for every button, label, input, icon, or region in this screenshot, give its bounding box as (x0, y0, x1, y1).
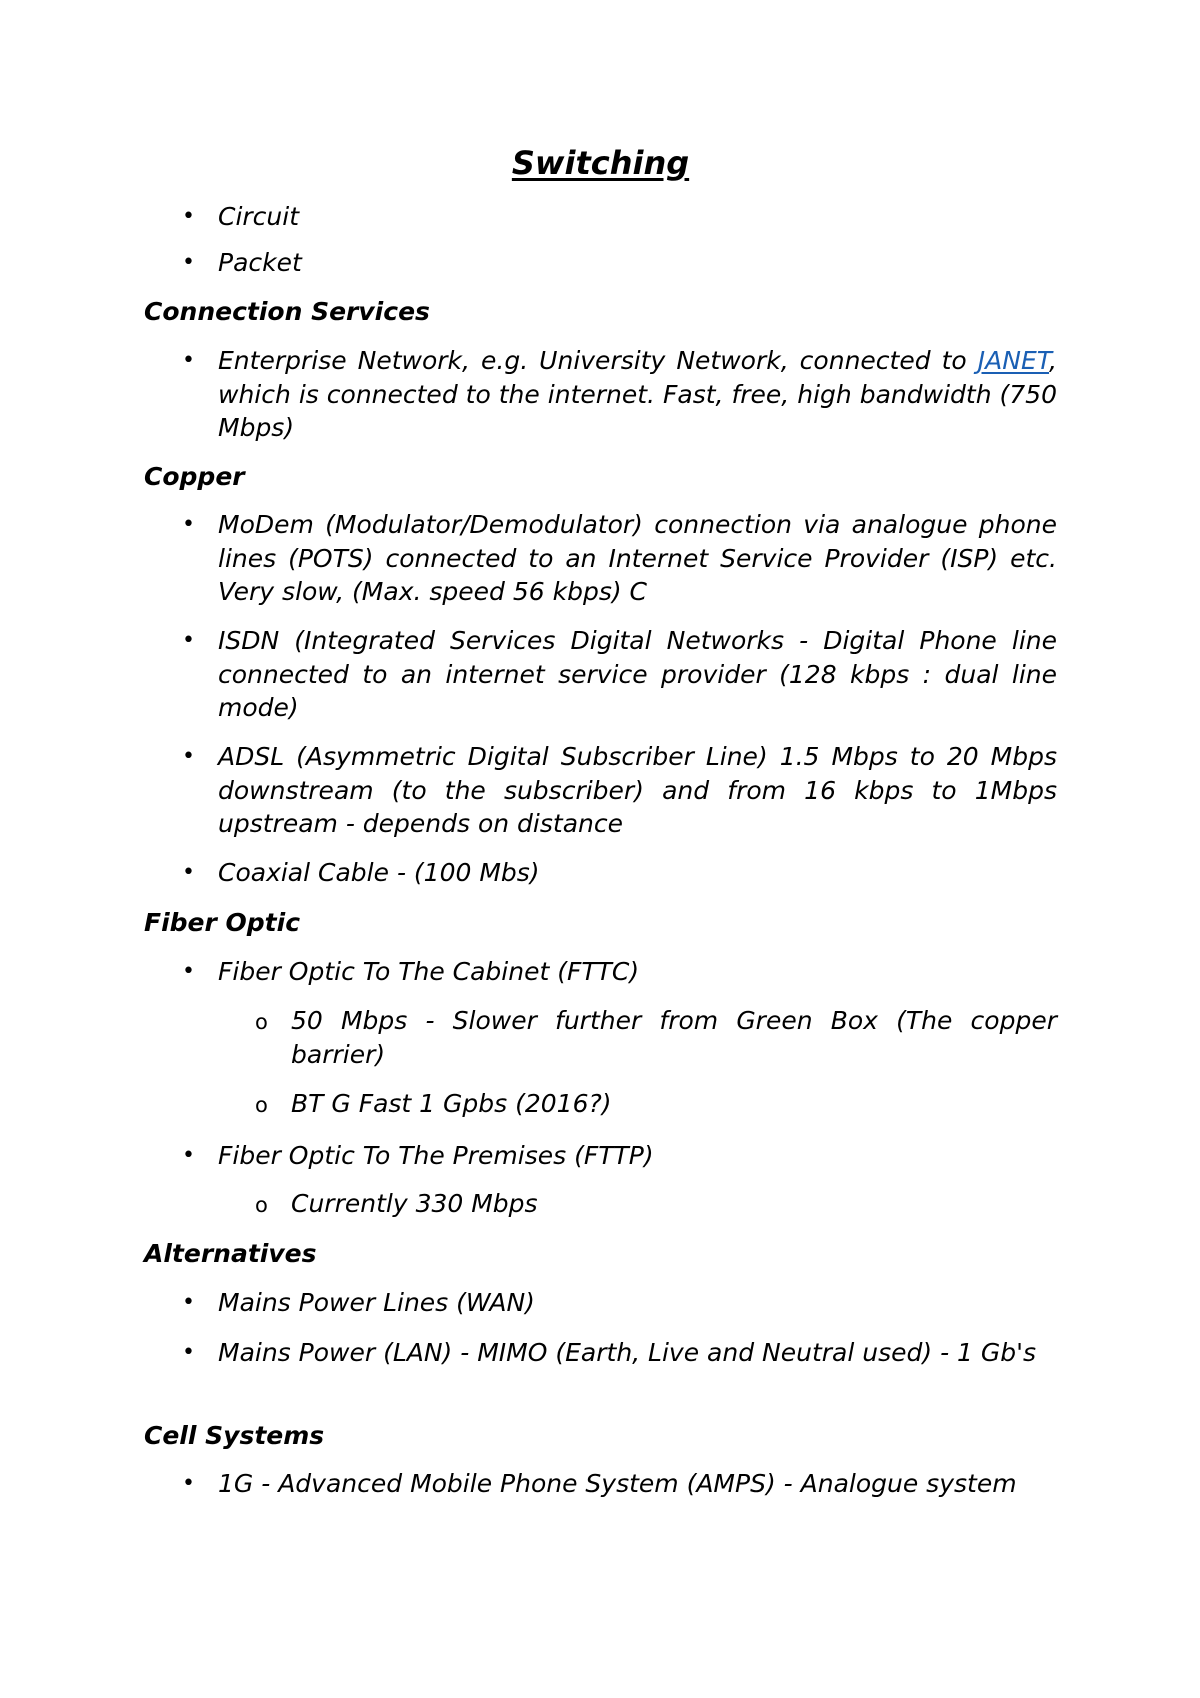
section-heading-cell-systems: Cell Systems (144, 1421, 325, 1450)
list-item-text: ISDN (Integrated Services Digital Networks - Digital Phone line connected to an internet service provider (128 kbps : dual line mode) (218, 626, 1057, 722)
list-item-text: Fiber Optic To The Cabinet (FTTC) (218, 957, 640, 986)
sub-bullet-icon: o (255, 1193, 268, 1217)
sub-bullet-icon: o (255, 1093, 268, 1117)
bullet-icon: • (182, 204, 195, 229)
bullet-icon: • (182, 250, 195, 275)
list-item (182, 1286, 1057, 1320)
list-item (182, 344, 1057, 445)
list-item (182, 1139, 1057, 1173)
list-item (182, 1336, 1057, 1370)
sub-list-item (255, 1004, 1057, 1071)
section-heading-connection-services: Connection Services (144, 297, 430, 326)
list-item-text-prefix: Enterprise Network, e.g. University Network, connected to (218, 346, 978, 375)
list-item-text: Fiber Optic To The Premises (FTTP) (218, 1141, 654, 1170)
list-item (182, 856, 1057, 890)
list-item-text: Coaxial Cable - (100 Mbs) (218, 858, 540, 887)
bullet-icon: • (182, 959, 195, 984)
list-item-text: Mains Power (LAN) - MIMO (Earth, Live and Neutral used) - 1 Gb's (218, 1338, 1037, 1367)
list-item (182, 624, 1057, 725)
bullet-icon: • (182, 1340, 195, 1365)
list-item-text: Mains Power Lines (WAN) (218, 1288, 535, 1317)
bullet-icon: • (182, 512, 195, 537)
list-item-text: Currently 330 Mbps (291, 1189, 538, 1218)
list-item (182, 508, 1057, 609)
section-heading-copper: Copper (144, 462, 245, 491)
section-heading-alternatives: Alternatives (144, 1239, 317, 1268)
list-item-text: 1G - Advanced Mobile Phone System (AMPS) - Analogue system (218, 1469, 1017, 1498)
bullet-icon: • (182, 348, 195, 373)
list-item-text: BT G Fast 1 Gpbs (2016?) (291, 1089, 612, 1118)
sub-bullet-icon: o (255, 1010, 268, 1034)
bullet-icon: • (182, 1471, 195, 1496)
list-item-text: 50 Mbps - Slower further from Green Box (The copper barrier) (291, 1006, 1057, 1069)
bullet-icon: • (182, 1143, 195, 1168)
list-item-text: Circuit (218, 202, 300, 231)
list-item (182, 200, 1057, 234)
list-item (182, 955, 1057, 989)
list-item (182, 246, 1057, 280)
bullet-icon: • (182, 860, 195, 885)
section-heading-fiber-optic: Fiber Optic (144, 908, 301, 937)
list-item-text: ADSL (Asymmetric Digital Subscriber Line) 1.5 Mbps to 20 Mbps downstream (to the subscriber) and from 16 kbps to 1Mbps upstream - depends on distance (218, 742, 1057, 838)
bullet-icon: • (182, 1290, 195, 1315)
bullet-icon: • (182, 744, 195, 769)
janet-link[interactable]: JANET (977, 346, 1050, 375)
list-item-text: Packet (218, 248, 302, 277)
bullet-icon: • (182, 628, 195, 653)
list-item (182, 1467, 1057, 1501)
sub-list-item (255, 1187, 1057, 1221)
list-item-text: MoDem (Modulator/Demodulator) connection via analogue phone lines (POTS) connected to an Internet Service Provider (ISP) etc. Very slow, (Max. speed 56 kbps) C (218, 510, 1057, 606)
page-title: Switching (511, 144, 690, 182)
list-item (182, 740, 1057, 841)
sub-list-item (255, 1087, 1057, 1121)
list-item-text-suffix: , which is connected to the internet. Fast, free, high bandwidth (750 Mbps) (218, 346, 1057, 442)
